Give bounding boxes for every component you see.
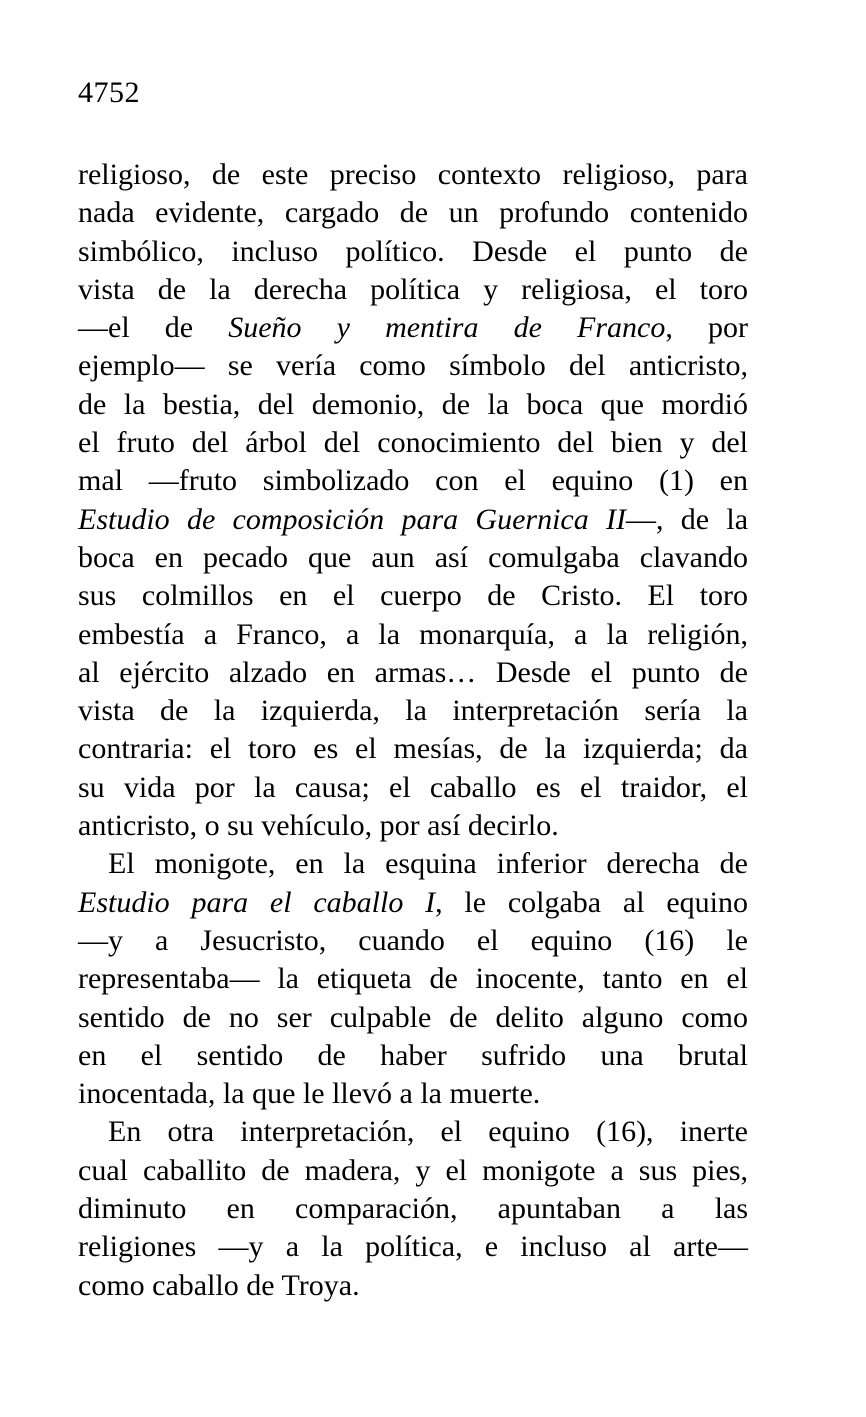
text-line <box>78 692 748 730</box>
text-line <box>78 577 748 615</box>
text-segment: En otra interpretación, el equino (16), inerte <box>108 1115 748 1149</box>
italic-title: Sueño y mentira de Franco <box>228 311 666 345</box>
text-line <box>78 1113 748 1151</box>
text-line <box>78 501 748 539</box>
text-line <box>78 233 748 271</box>
text-line <box>78 999 748 1037</box>
text-segment: representaba— la etiqueta de inocente, tanto en el <box>78 962 748 996</box>
text-segment: —y a Jesucristo, cuando el equino (16) le <box>78 923 748 957</box>
text-segment: —el de <box>78 311 229 345</box>
text-segment: boca en pecado que aun así comulgaba clavando <box>78 540 748 574</box>
page-number: 4752 <box>78 76 140 109</box>
text-line <box>78 1037 748 1075</box>
text-segment: religioso, de este preciso contexto religioso, para <box>78 158 748 191</box>
text-line <box>78 1075 748 1113</box>
text-line <box>78 156 748 194</box>
text-segment: —, de la <box>625 502 749 536</box>
text-segment: sus colmillos en el cuerpo de Cristo. El toro <box>78 579 748 613</box>
text-line <box>78 194 748 232</box>
text-line <box>78 462 748 500</box>
text-line <box>78 807 748 845</box>
text-segment: diminuto en comparación, apuntaban a las <box>78 1192 748 1226</box>
text-segment: al ejército alzado en armas… Desde el punto de <box>78 655 748 689</box>
text-segment: anticristo, o su vehículo, por así decirlo. <box>78 809 559 843</box>
text-line <box>78 1267 748 1305</box>
text-line <box>78 386 748 424</box>
text-segment: mal —fruto simbolizado con el equino (1) en <box>78 464 748 498</box>
text-segment: El monigote, en la esquina inferior derecha de <box>108 847 748 881</box>
text-segment: de la bestia, del demonio, de la boca que mordió <box>78 387 748 421</box>
text-line <box>78 922 748 960</box>
text-segment: vista de la derecha política y religiosa, el toro <box>78 272 748 306</box>
text-line <box>78 1228 748 1266</box>
text-line <box>78 347 748 385</box>
text-line <box>78 616 748 654</box>
text-segment: contraria: el toro es el mesías, de la izquierda; da <box>78 732 748 766</box>
text-segment: , le colgaba al equino <box>435 885 748 919</box>
text-line <box>78 654 748 692</box>
text-segment: embestía a Franco, a la monarquía, a la religión, <box>78 617 748 651</box>
text-segment: nada evidente, cargado de un profundo contenido <box>78 196 748 230</box>
text-line <box>78 769 748 807</box>
text-line <box>78 845 748 883</box>
italic-title: Estudio para el caballo I <box>78 885 436 919</box>
text-line <box>78 1152 748 1190</box>
text-segment: , por <box>665 311 748 345</box>
text-segment: inocentada, la que le llevó a la muerte. <box>78 1077 541 1111</box>
text-line <box>78 960 748 998</box>
text-segment: en el sentido de haber sufrido una brutal <box>78 1038 748 1072</box>
text-segment: simbólico, incluso político. Desde el punto de <box>78 234 748 268</box>
text-line <box>78 271 748 309</box>
text-line <box>78 539 748 577</box>
text-line <box>78 730 748 768</box>
italic-title: Estudio de composición para Guernica II <box>78 502 626 536</box>
text-segment: como caballo de Troya. <box>78 1268 360 1302</box>
text-segment: vista de la izquierda, la interpretación sería la <box>78 694 748 728</box>
text-segment: su vida por la causa; el caballo es el traidor, el <box>78 770 748 804</box>
text-segment: el fruto del árbol del conocimiento del bien y del <box>78 426 748 460</box>
text-line <box>78 424 748 462</box>
text-segment: ejemplo— se vería como símbolo del anticristo, <box>78 349 748 383</box>
text-segment: sentido de no ser culpable de delito alguno como <box>78 1000 748 1034</box>
text-line <box>78 1190 748 1228</box>
text-segment: religiones —y a la política, e incluso al arte— <box>78 1230 748 1264</box>
text-segment: cual caballito de madera, y el monigote a sus pies, <box>78 1153 748 1187</box>
page-text <box>78 156 748 1305</box>
text-line <box>78 309 748 347</box>
text-line <box>78 884 748 922</box>
